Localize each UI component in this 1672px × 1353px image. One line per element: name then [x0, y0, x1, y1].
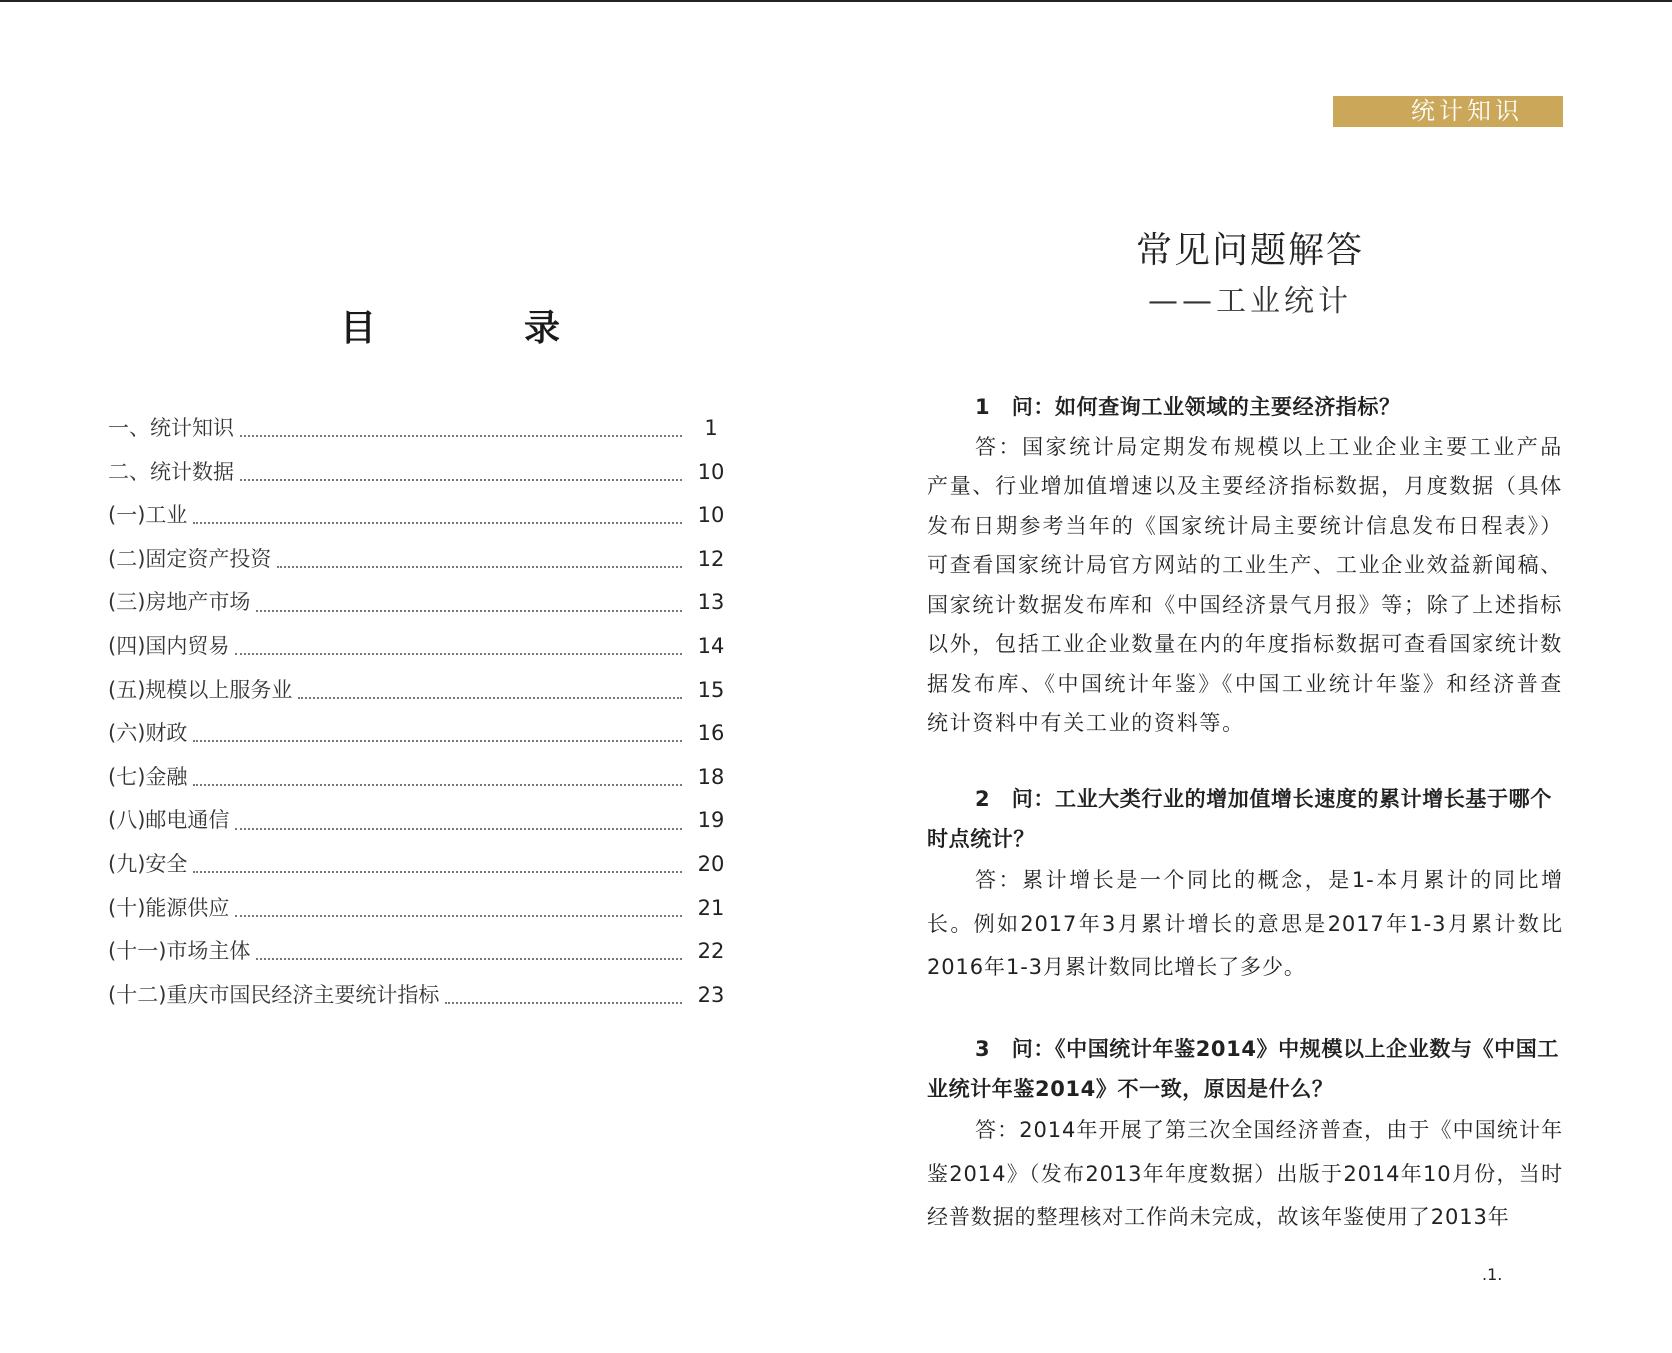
toc-entry[interactable] — [108, 630, 728, 674]
toc-leader-dots — [235, 914, 682, 917]
toc-entry-label: (四)国内贸易 — [108, 633, 230, 658]
toc-leader-dots — [240, 434, 682, 437]
toc-leader-dots — [235, 827, 682, 830]
toc-entry-page: 18 — [697, 764, 725, 789]
toc-entry[interactable] — [108, 935, 728, 979]
toc-leader-dots — [193, 783, 682, 786]
toc-entry[interactable] — [108, 804, 728, 848]
toc-entry-label: (七)金融 — [108, 764, 188, 789]
toc-entry-label: (五)规模以上服务业 — [108, 677, 293, 702]
toc-entry-page: 10 — [697, 503, 725, 528]
toc-entry[interactable] — [108, 456, 728, 500]
toc-entry-page: 10 — [697, 459, 725, 484]
toc-title: 目 录 — [340, 307, 617, 349]
toc-entry-page: 12 — [697, 546, 725, 571]
toc-leader-dots — [193, 870, 682, 873]
toc-entry-page: 21 — [697, 895, 725, 920]
top-border-line — [0, 0, 1672, 2]
toc-entry-label: (八)邮电通信 — [108, 808, 230, 833]
page-subtitle: ——工业统计 — [1148, 284, 1352, 319]
section-tag: 统计知识 — [1333, 96, 1563, 127]
toc-entry[interactable] — [108, 543, 728, 587]
toc-entry[interactable] — [108, 412, 728, 456]
page-title: 常见问题解答 — [1135, 230, 1364, 271]
question-3: 3 问：《中国统计年鉴2014》中规模以上企业数与《中国工业统计年鉴2014》不一致，原因是什么？ — [927, 1037, 1559, 1101]
toc-entry-label: (二)固定资产投资 — [108, 546, 272, 571]
toc-entry-label: 一、统计知识 — [108, 416, 234, 440]
toc-leader-dots — [277, 565, 682, 568]
toc-leader-dots — [240, 478, 682, 481]
toc-entry-page: 23 — [697, 982, 725, 1007]
toc-entry-label: (九)安全 — [108, 851, 188, 876]
toc-entry-page: 15 — [697, 677, 725, 702]
toc-entry-page: 19 — [697, 808, 725, 833]
answer-3: 答：2014年开展了第三次全国经济普查，由于《中国统计年鉴2014》（发布2013年年度数据）出版于2014年10月份，当时经普数据的整理核对工作尚未完成，故该年鉴使用了2013年 — [927, 1118, 1563, 1229]
toc-entry[interactable] — [108, 586, 728, 630]
toc-entry-label: (十)能源供应 — [108, 895, 230, 920]
page-number: .1. — [1482, 1265, 1503, 1284]
toc-entry[interactable] — [108, 892, 728, 936]
toc-entry[interactable] — [108, 499, 728, 543]
toc-entry-label: (十一)市场主体 — [108, 939, 251, 964]
toc-entry-page: 13 — [697, 590, 725, 615]
toc-entry[interactable] — [108, 979, 728, 1023]
toc-entry-label: (六)财政 — [108, 721, 188, 746]
toc-entry-page: 1 — [704, 416, 718, 440]
toc-leader-dots — [193, 739, 682, 742]
toc-leader-dots — [235, 652, 682, 655]
qa-item-3 — [927, 1030, 1563, 1240]
toc-entry-label: (一)工业 — [108, 503, 188, 528]
toc-leader-dots — [298, 696, 682, 699]
toc-entry[interactable] — [108, 717, 728, 761]
toc-entry-page: 14 — [697, 633, 725, 658]
toc-entry[interactable] — [108, 761, 728, 805]
question-1: 1 问：如何查询工业领域的主要经济指标？ — [975, 395, 1401, 419]
answer-2: 答：累计增长是一个同比的概念，是1-本月累计的同比增长。例如2017年3月累计增长的意思是2017年1-3月累计数比2016年1-3月累计数同比增长了多少。 — [927, 868, 1563, 979]
toc-leader-dots — [193, 521, 682, 524]
toc-leader-dots — [445, 1001, 682, 1004]
toc-entry-label: (十二)重庆市国民经济主要统计指标 — [108, 982, 440, 1007]
toc-entry-label: 二、统计数据 — [108, 459, 234, 484]
qa-item-2 — [927, 780, 1563, 990]
toc-leader-dots — [256, 609, 682, 612]
table-of-contents — [108, 412, 728, 1022]
toc-entry[interactable] — [108, 674, 728, 718]
qa-item-1 — [927, 388, 1563, 744]
toc-entry-label: (三)房地产市场 — [108, 590, 251, 615]
toc-entry-page: 22 — [697, 939, 725, 964]
toc-entry-page: 20 — [697, 851, 725, 876]
toc-entry-page: 16 — [697, 721, 725, 746]
toc-leader-dots — [256, 957, 682, 960]
question-2: 2 问：工业大类行业的增加值增长速度的累计增长基于哪个时点统计？ — [927, 787, 1552, 851]
answer-1: 答：国家统计局定期发布规模以上工业企业主要工业产品产量、行业增加值增速以及主要经济指标数据，月度数据（具体发布日期参考当年的《国家统计局主要统计信息发布日程表》）可查看国家统计局官方网站的工业生产、工业企业效益新闻稿、国家统计数据发布库和《中国经济景气月报》等；除了上述指标以外，包括工业企业数量在内的年度指标数据可查看国家统计数据发布库、《中国统计年鉴》《中国工业统计年鉴》和经济普查统计资料中有关工业的资料等。 — [927, 434, 1563, 735]
toc-entry[interactable] — [108, 848, 728, 892]
